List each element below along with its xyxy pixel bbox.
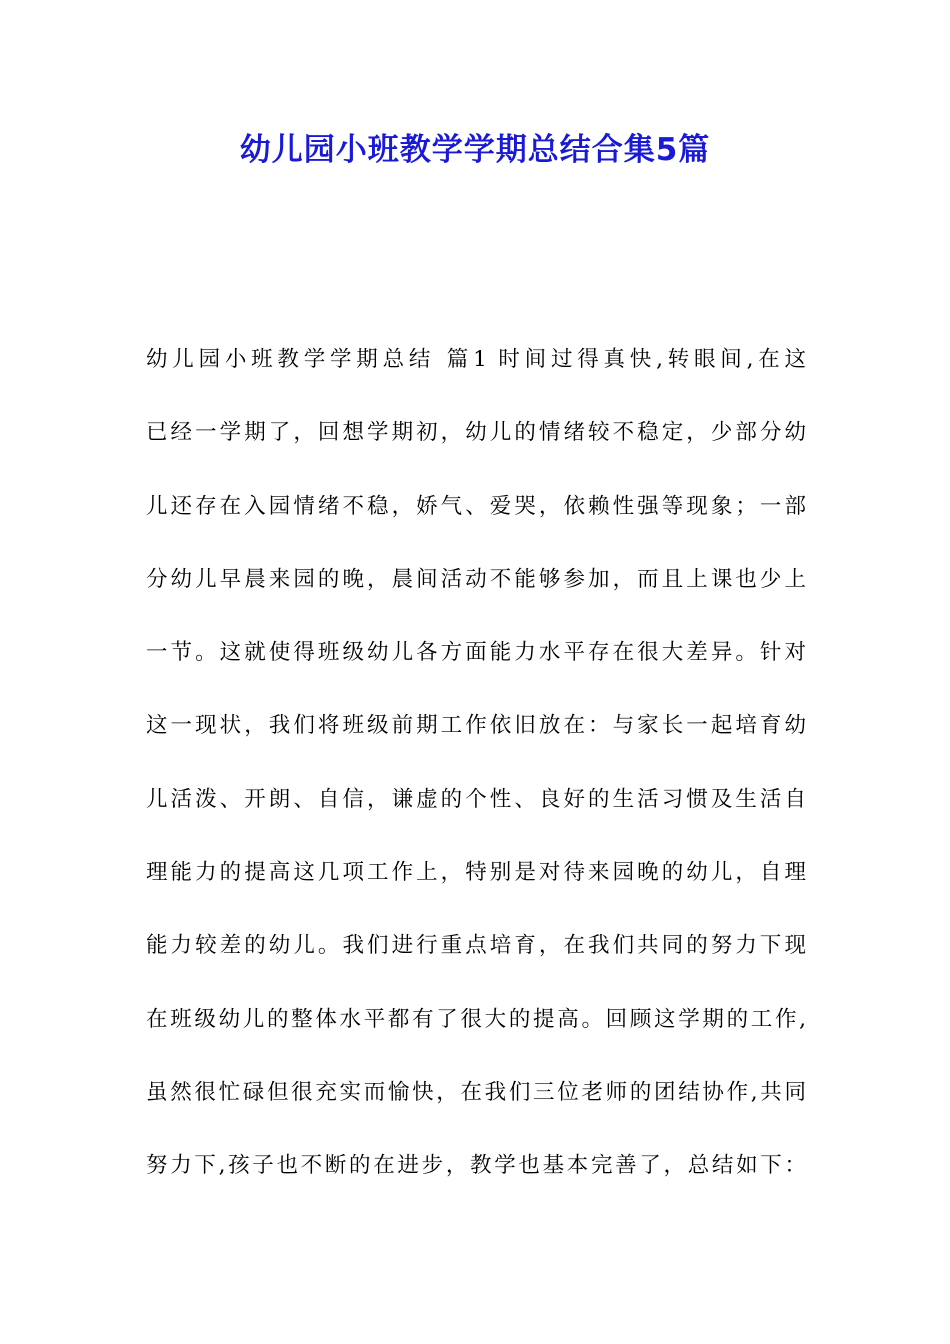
body-line-12: 努力下,孩子也不断的在进步，教学也基本完善了，总结如下： (146, 1153, 806, 1179)
body-line-4: 分幼儿早晨来园的晚，晨间活动不能够参加，而且上课也少上 (146, 566, 806, 592)
body-line-8: 理能力的提高这几项工作上，特别是对待来园晚的幼儿，自理 (146, 860, 806, 886)
body-line-5: 一节。这就使得班级幼儿各方面能力水平存在很大差异。针对 (146, 640, 806, 666)
first-line-text: 时间过得真快,转眼间,在这 (498, 347, 806, 372)
body-line-11: 虽然很忙碌但很充实而愉快，在我们三位老师的团结协作,共同 (146, 1079, 806, 1105)
body-line-9: 能力较差的幼儿。我们进行重点培育，在我们共同的努力下现 (146, 933, 806, 959)
body-line-3: 儿还存在入园情绪不稳，娇气、爱哭，依赖性强等现象；一部 (146, 493, 806, 519)
section-heading: 幼儿园小班教学学期总结 篇1 (146, 347, 487, 372)
body-line-2: 已经一学期了，回想学期初，幼儿的情绪较不稳定，少部分幼 (146, 420, 806, 446)
body-line-1 (146, 336, 806, 409)
document-body (146, 336, 806, 1216)
body-line-7: 儿活泼、开朗、自信，谦虚的个性、良好的生活习惯及生活自 (146, 786, 806, 812)
body-line-6: 这一现状，我们将班级前期工作依旧放在：与家长一起培育幼 (146, 713, 806, 739)
body-line-10: 在班级幼儿的整体水平都有了很大的提高。回顾这学期的工作, (146, 1006, 806, 1032)
document-title: 幼儿园小班教学学期总结合集5篇 (239, 132, 711, 168)
